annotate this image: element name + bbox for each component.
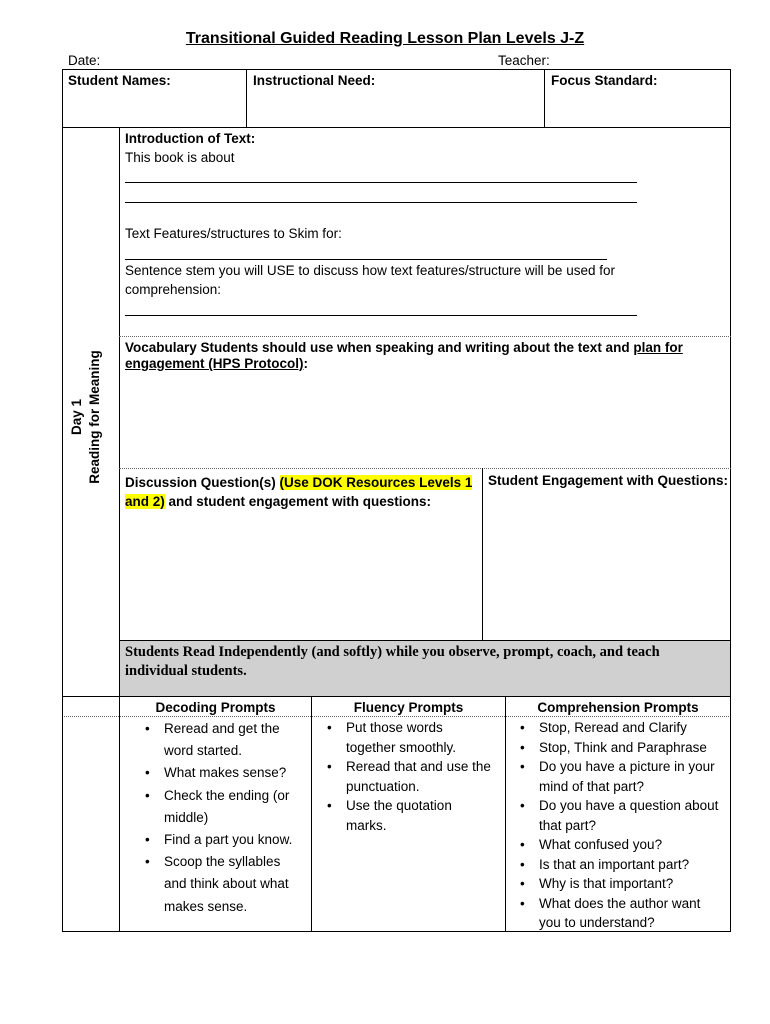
list-item: • What makes sense? [139,762,309,784]
list-item: • Do you have a question about that part? [514,796,728,835]
list-item: • Check the ending (or middle) [139,785,309,829]
instructional-need-label: Instructional Need: [253,73,376,88]
answer-line [125,259,607,260]
sentence-stem-line1: Sentence stem you will USE to discuss how text features/structure will be used for [125,263,615,278]
list-item: • Why is that important? [514,874,728,894]
list-item: • Is that an important part? [514,855,728,875]
discussion-heading: Discussion Question(s) (Use DOK Resources Levels 1 and 2) and student engagement with questions: [125,475,473,509]
comprehension-prompts-list [514,718,728,933]
list-item: • Put those words together smoothly. [321,718,501,757]
date-label: Date: [68,53,101,68]
page-title: Transitional Guided Reading Lesson Plan Levels J-Z [185,30,585,47]
vocabulary-heading: Vocabulary Students should use when speaking and writing about the text and plan for engagement (HPS Protocol): [125,340,683,371]
list-item: • Use the quotation marks. [321,796,501,835]
answer-line [125,182,637,183]
list-item: • Find a part you know. [139,829,309,851]
list-item: • Scoop the syllables and think about what makes sense. [139,851,309,918]
answer-line [125,202,637,203]
comprehension-prompts-heading: Comprehension Prompts [537,700,699,715]
purpose-label: Reading for Meaning [87,350,102,484]
teacher-label: Teacher: [498,53,550,68]
decoding-prompts-heading: Decoding Prompts [155,700,276,715]
list-item: • Reread that and use the punctuation. [321,757,501,796]
list-item: • Reread and get the word started. [139,718,309,762]
list-item: • What confused you? [514,835,728,855]
sentence-stem-line2: comprehension: [125,282,222,297]
focus-standard-label: Focus Standard: [551,73,658,88]
fluency-prompts-list [321,718,501,835]
book-about-text: This book is about [125,150,235,165]
day-label: Day 1 [69,398,84,436]
list-item: • Do you have a picture in your mind of that part? [514,757,728,796]
student-names-label: Student Names: [68,73,171,88]
decoding-prompts-list [139,718,309,918]
independent-reading-text: Students Read Independently (and softly) while you observe, prompt, coach, and teach individual students. [125,644,660,679]
student-engagement-label: Student Engagement with Questions: [488,473,729,488]
text-features-label: Text Features/structures to Skim for: [125,226,342,241]
list-item: • What does the author want you to understand? [514,894,728,933]
side-label [68,287,112,547]
list-item: • Stop, Think and Paraphrase [514,738,728,758]
answer-line [125,315,637,316]
fluency-prompts-heading: Fluency Prompts [353,700,464,715]
introduction-heading: Introduction of Text: [125,131,256,146]
list-item: • Stop, Reread and Clarify [514,718,728,738]
